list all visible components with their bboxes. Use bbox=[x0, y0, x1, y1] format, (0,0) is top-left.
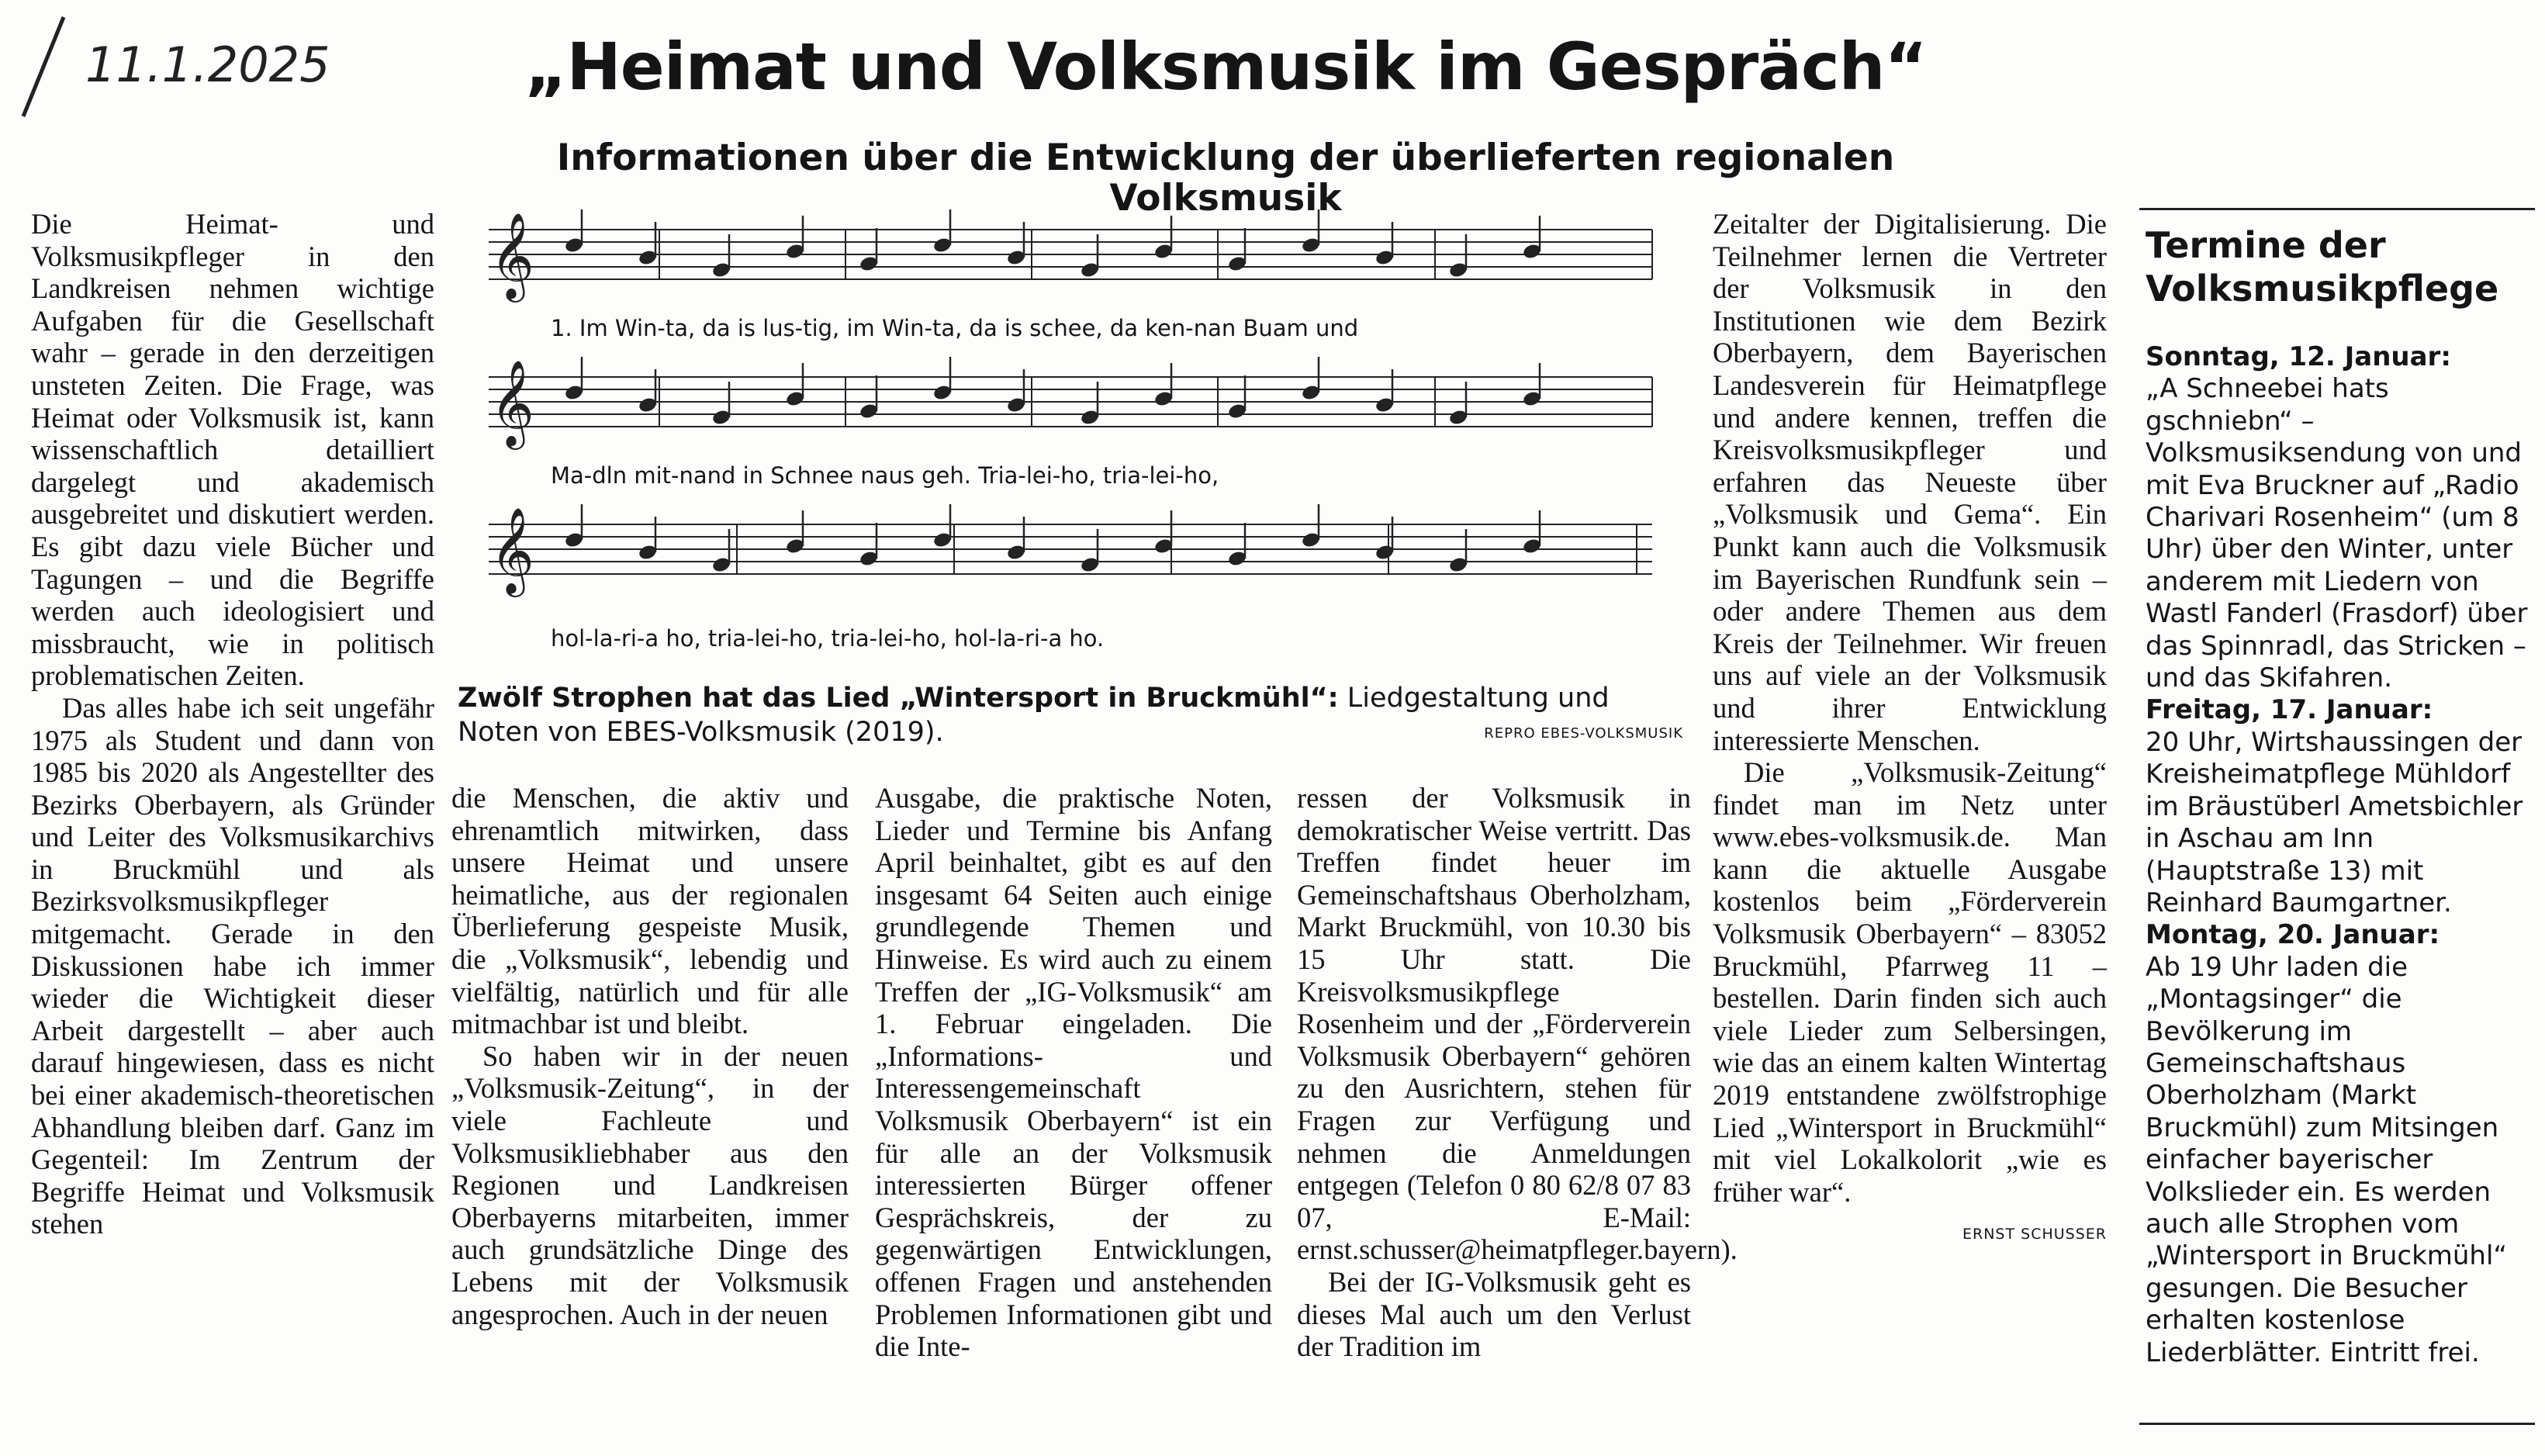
subheadline: Informationen über die Entwicklung der überlieferten regionalen Volksmusik bbox=[556, 137, 1895, 220]
event-text: Ab 19 Uhr laden die „Montagsinger“ die Bevölkerung im Gemeinschaftshaus Oberholzham (Markt Bruckmühl) zum Mitsingen einfacher bayerischer Volkslieder ein. Es werden auch alle Strophen vom „Wintersport in Bruckmühl“ gesungen. Die Besucher erhalten kostenlose Liederblätter. Eintritt frei. bbox=[2146, 951, 2508, 1368]
author-byline: ERNST SCHUSSER bbox=[1962, 1226, 2107, 1243]
headline: „Heimat und Volksmusik im Gespräch“ bbox=[524, 29, 1927, 105]
sidebar-title: Termine der Volksmusikpflege bbox=[2146, 224, 2499, 310]
article-column-5 bbox=[1713, 208, 2107, 1251]
event-text: „A Schneebei hats gschniebn“ – Volksmusiksendung von und mit Eva Bruckner auf „Radio Charivari Rosenheim“ (um 8 Uhr) über den Winter, unter anderem mit Liedern von Wastl Fanderl (Frasdorf) über das Spinnradl, das Stricken – und das Skifahren. bbox=[2146, 373, 2528, 694]
event-item bbox=[2146, 694, 2533, 919]
photo-credit: REPRO EBES-VOLKSMUSIK bbox=[1484, 725, 1683, 742]
caption-bold: Zwölf Strophen hat das Lied „Wintersport in Bruckmühl“: bbox=[458, 683, 1339, 714]
article-paragraph: ressen der Volksmusik in demokratischer Weise vertritt. Das Treffen findet heuer im Gemeinschaftshaus Oberholzham, Markt Bruckmühl, von 10.30 bis 15 Uhr statt. Die Kreisvolksmusikpflege Rosenheim und der „Förderverein Volksmusik Oberbayern“ gehören zu den Ausrichtern, stehen für Fragen zur Verfügung und nehmen die Anmeldungen entgegen (Telefon 0 80 62/8 07 83 07, E-Mail: ernst.schusser@heimatpfleger.bayern). bbox=[1297, 782, 1738, 1266]
article-column-3 bbox=[875, 782, 1272, 1363]
article-paragraph: Bei der IG-Volksmusik geht es dieses Mal auch um den Verlust der Tradition im bbox=[1297, 1265, 1691, 1363]
lyric-line-3: hol-la-ri-a ho, tria-lei-ho, tria-lei-ho, hol-la-ri-a ho. bbox=[551, 625, 1105, 652]
event-date: Freitag, 17. Januar: bbox=[2146, 694, 2433, 726]
sheet-music bbox=[458, 208, 1675, 673]
event-item bbox=[2146, 919, 2533, 1369]
music-notes bbox=[564, 209, 1542, 573]
article-paragraph: Ausgabe, die praktische Noten, Lieder und Termine bis Anfang April beinhaltet, gibt es auf den insgesamt 64 Seiten auch einige grundlegende Themen und Hinweise. Es wird auch zu einem Treffen der „IG-Volksmusik“ am 1. Februar eingeladen. Die „Informations- und Interessengemeinschaft Volksmusik Oberbayern“ ist ein für alle an der Volksmusik interessierten Bürger offener Gesprächskreis, der zu gegenwärtigen Entwicklungen, offenen Fragen und anstehenden Problemen Informationen gibt und die Inte- bbox=[875, 782, 1272, 1363]
lyric-line-1: 1. Im Win-ta, da is lus-tig, im Win-ta, da is schee, da ken-nan Buam und bbox=[551, 315, 1359, 341]
handwritten-date-note bbox=[16, 8, 341, 124]
article-paragraph: So haben wir in der neuen „Volksmusik-Zeitung“, in der viele Fachleute und Volksmusikliebhaber aus den Regionen und Landkreisen Oberbayerns mitarbeiten, immer auch grundsätzliche Dinge des Lebens mit der Volksmusik angesprochen. Auch in der neuen bbox=[451, 1039, 849, 1330]
sidebar-rule-bottom bbox=[2139, 1423, 2535, 1425]
article-column-2 bbox=[451, 782, 849, 1330]
article-column-1 bbox=[31, 208, 434, 1240]
event-item bbox=[2146, 341, 2533, 694]
event-date: Montag, 20. Januar: bbox=[2146, 919, 2440, 951]
event-date: Sonntag, 12. Januar: bbox=[2146, 341, 2451, 372]
article-paragraph: Das alles habe ich seit ungefähr 1975 als Student und dann von 1985 bis 2020 als Angestellter des Bezirks Oberbayern, als Gründer und Leiter des Volksmusikarchivs in Bruckmühl und als Bezirksvolksmusikpfleger mitgemacht. Gerade in den Diskussionen habe ich immer wieder die Wichtigkeit dieser Arbeit dargestellt – aber auch darauf hingewiesen, dass es nicht bei einer akademisch-theoretischen Abhandlung bleiben darf. Ganz im Gegenteil: Im Zentrum der Begriffe Heimat und Volksmusik stehen bbox=[31, 691, 434, 1240]
sidebar-events bbox=[2146, 341, 2533, 1369]
article-paragraph: Die Heimat- und Volksmusikpfleger in den Landkreisen nehmen wichtige Aufgaben für die Gesellschaft wahr – gerade in den derzeitigen unsteten Zeiten. Die Frage, was Heimat oder Volksmusik ist, kann wissenschaftlich detailliert dargelegt und akademisch ausgebreitet und diskutiert werden. Es gibt dazu viele Bücher und Tagungen – und die Begriffe werden auch ideologisiert und missbraucht, wie in politisch problematischen Zeiten. bbox=[31, 208, 434, 692]
treble-clef-icon: 𝄞 bbox=[490, 212, 534, 299]
article-column-4 bbox=[1297, 782, 1738, 1363]
staff-lines bbox=[489, 212, 1652, 597]
lyric-line-2: Ma-dln mit-nand in Schnee naus geh. Tria-lei-ho, tria-lei-ho, bbox=[551, 462, 1219, 489]
handwritten-date-text: 11.1.2025 bbox=[85, 36, 330, 93]
article-paragraph: Die „Volksmusik-Zeitung“ findet man im Netz unter www.ebes-volksmusik.de. Man kann die aktuelle Ausgabe kostenlos beim „Förderverein Volksmusik Oberbayern“ – 83052 Bruckmühl, Pfarrweg 11 – bestellen. Darin finden sich auch viele Lieder zum Selbersingen, wie das an einem kalten Wintertag 2019 entstandene zwölfstrophige Lied „Wintersport in Bruckmühl“ mit viel Lokalkolorit „wie es früher war“. bbox=[1713, 756, 2107, 1208]
caption-text: Liedgestaltung und Noten von EBES-Volksmusik (2019). bbox=[458, 683, 1610, 748]
article-paragraph: die Menschen, die aktiv und ehrenamtlich mitwirken, dass unsere Heimat und unsere heimatliche, aus der regionalen Überlieferung gespeiste Musik, die „Volksmusik“, lebendig und vielfältig, natürlich und für alle mitmachbar ist und bleibt. bbox=[451, 782, 849, 1040]
treble-clef-icon: 𝄞 bbox=[490, 507, 534, 593]
sidebar-rule-top bbox=[2139, 208, 2535, 210]
article-paragraph: Zeitalter der Digitalisierung. Die Teilnehmer lernen die Vertreter der Volksmusik in den Institutionen wie dem Bezirk Oberbayern, dem Bayerischen Landesverein für Heimatpflege und andere kennen, treffen die Kreisvolksmusikpfleger und erfahren das Neueste über „Volksmusik und Gema“. Ein Punkt kann auch die Volksmusik im Bayerischen Rundfunk sein – oder andere Themen aus dem Kreis der Teilnehmer. Wir freuen uns auf viele an der Volksmusik und ihrer Entwicklung interessierte Menschen. bbox=[1713, 208, 2107, 756]
event-text: 20 Uhr, Wirtshaussingen der Kreisheimatpflege Mühldorf im Bräustüberl Ametsbichler in Aschau am Inn (Hauptstraße 13) mit Reinhard Baumgartner. bbox=[2146, 726, 2523, 918]
treble-clef-icon: 𝄞 bbox=[490, 359, 534, 446]
